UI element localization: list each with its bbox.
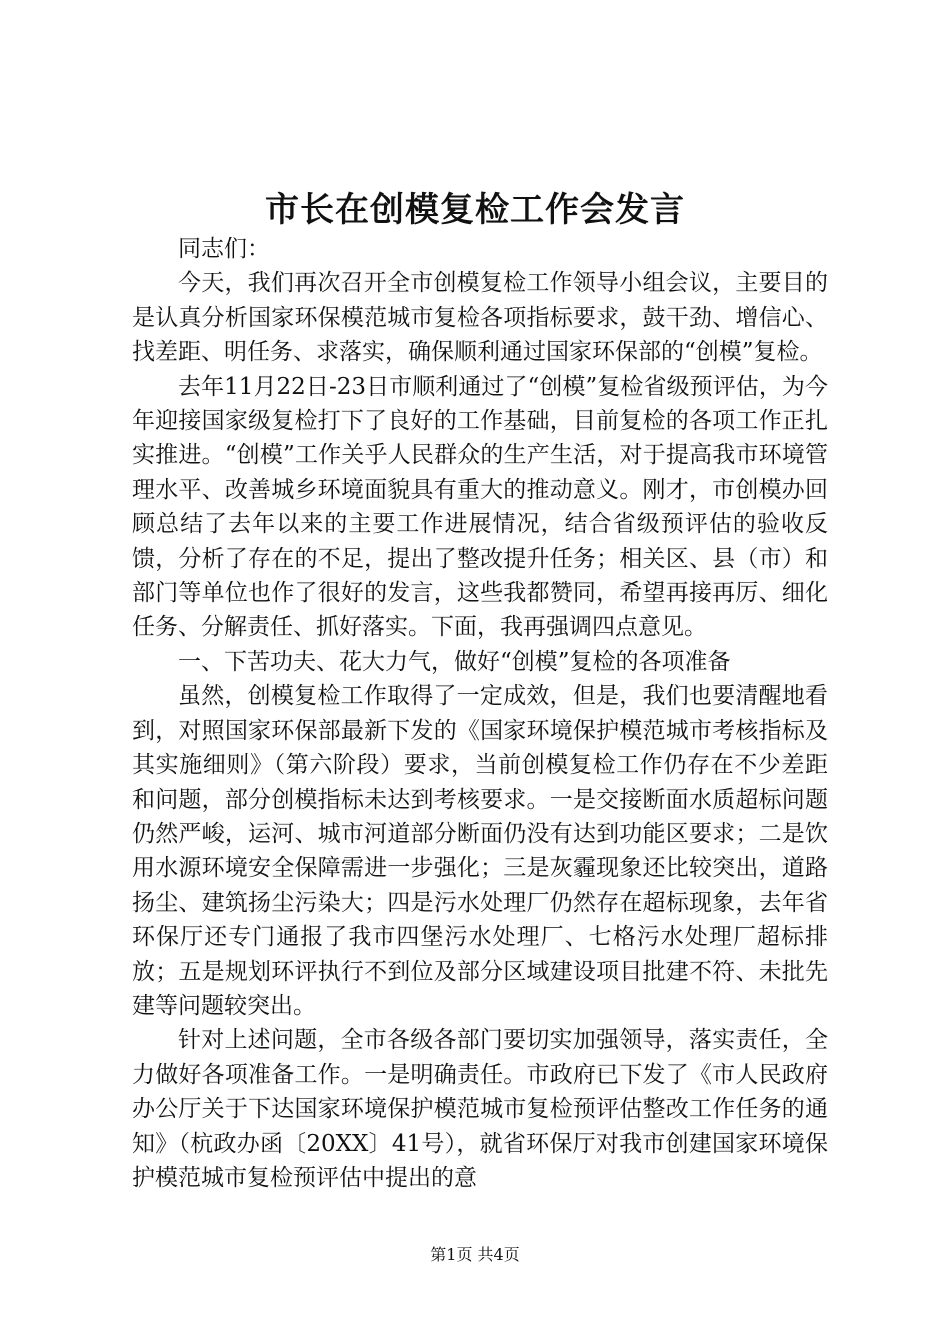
salutation-paragraph: 同志们： [178,236,270,262]
body-paragraph: 针对上述问题，全市各级各部门要切实加强领导，落实责任，全力做好各项准备工作。一是明确责任。市政府已下发了《市人民政府办公厅关于下达国家环境保护模范城市复检预评估整改工作任务的通知》（杭政办函〔20XX〕41号），就省环保厅对我市创建国家环境保护模范城市复检预评估中提出的意 [132,1027,828,1191]
section-heading: 一、下苦功夫、花大力气，做好“创模”复检的各项准备 [178,648,731,675]
page-number-footer: 第1页 共4页 [430,1245,520,1264]
document-title: 市长在创模复检工作会发言 [265,190,685,230]
body-paragraph: 今天，我们再次召开全市创模复检工作领导小组会议，主要目的是认真分析国家环保模范城市复检各项指标要求，鼓干劲、增信心、找差距、明任务、求落实，确保顺利通过国家环保部的“创模”复检。 [132,270,828,366]
body-paragraph: 虽然，创模复检工作取得了一定成效，但是，我们也要清醒地看到，对照国家环保部最新下发的《国家环境保护模范城市考核指标及其实施细则》（第六阶段）要求，当前创模复检工作仍存在不少差距和问题，部分创模指标未达到考核要求。一是交接断面水质超标问题仍然严峻，运河、城市河道部分断面仍没有达到功能区要求；二是饮用水源环境安全保障需进一步强化；三是灰霾现象还比较突出，道路扬尘、建筑扬尘污染大；四是污水处理厂仍然存在超标现象，去年省环保厅还专门通报了我市四堡污水处理厂、七格污水处理厂超标排放；五是规划环评执行不到位及部分区域建设项目批建不符、未批先建等问题较突出。 [132,683,828,1019]
body-paragraph: 去年11月22日-23日市顺利通过了“创模”复检省级预评估，为今年迎接国家级复检打下了良好的工作基础，目前复检的各项工作正扎实推进。“创模”工作关乎人民群众的生产生活，对于提高我市环境管理水平、改善城乡环境面貌具有重大的推动意义。刚才，市创模办回顾总结了去年以来的主要工作进展情况，结合省级预评估的验收反馈，分析了存在的不足，提出了整改提升任务；相关区、县（市）和部门等单位也作了很好的发言，这些我都赞同，希望再接再厉、细化任务、分解责任、抓好落实。下面，我再强调四点意见。 [132,373,828,641]
document-body [132,232,828,1195]
